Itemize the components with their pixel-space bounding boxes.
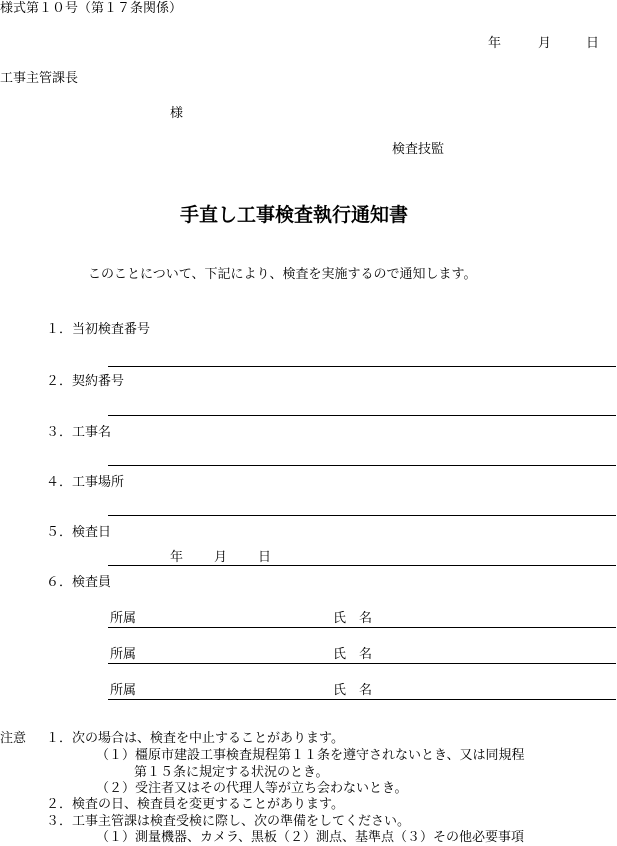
item-construction-site: ４．工事場所 — [46, 475, 125, 490]
intro-text: このことについて、下記により、検査を実施するので通知します。 — [88, 267, 477, 282]
contract-number-line — [108, 415, 616, 416]
date-year-label: 年 — [488, 36, 502, 51]
sender: 検査技監 — [392, 142, 445, 157]
note-line: （１）橿原市建設工事検査規程第１１条を遵守されないとき、又は同規程 — [96, 748, 525, 763]
note-line: 第１５条に規定する状況のとき。 — [134, 765, 329, 780]
item-contract-number: ２．契約番号 — [46, 374, 125, 389]
inspector-name-label: 氏 名 — [333, 683, 373, 698]
inspector-affiliation-label: 所属 — [110, 647, 137, 662]
original-inspection-number-line — [108, 366, 616, 367]
inspector-affiliation-label: 所属 — [110, 683, 137, 698]
construction-site-line — [108, 515, 616, 516]
inspector-line — [108, 699, 616, 700]
item-original-inspection-number: １．当初検査番号 — [46, 322, 151, 337]
note-line: （２）受注者又はその代理人等が立ち会わないとき。 — [96, 781, 408, 796]
construction-name-line — [108, 465, 616, 466]
addressee-honorific: 様 — [170, 106, 184, 121]
addressee-title: 工事主管課長 — [0, 71, 79, 86]
item-construction-name: ３．工事名 — [46, 425, 112, 440]
item-inspection-date: ５．検査日 — [46, 525, 112, 540]
note-line: （１）測量機器、カメラ、黒板（２）測点、基準点（３）その他必要事項 — [96, 830, 524, 845]
inspection-date-month: 月 — [214, 550, 228, 565]
inspector-line — [108, 627, 616, 628]
inspection-date-line — [108, 565, 616, 566]
inspector-line — [108, 663, 616, 664]
form-id: 様式第１０号（第１７条関係） — [0, 1, 183, 16]
date-day-label: 日 — [586, 36, 600, 51]
date-month-label: 月 — [538, 36, 552, 51]
inspection-date-year: 年 — [170, 550, 184, 565]
note-line: ２．検査の日、検査員を変更することがあります。 — [46, 797, 344, 812]
inspector-name-label: 氏 名 — [333, 647, 373, 662]
item-inspectors: ６．検査員 — [46, 575, 112, 590]
document-title: 手直し工事検査執行通知書 — [180, 204, 409, 226]
note-line: ３．工事主管課は検査受検に際し、次の準備をしてください。 — [46, 814, 411, 829]
inspection-date-day: 日 — [258, 550, 272, 565]
inspector-affiliation-label: 所属 — [110, 611, 137, 626]
inspector-name-label: 氏 名 — [333, 611, 373, 626]
notes-label: 注意 — [0, 731, 27, 746]
note-line: １．次の場合は、検査を中止することがあります。 — [46, 731, 344, 746]
